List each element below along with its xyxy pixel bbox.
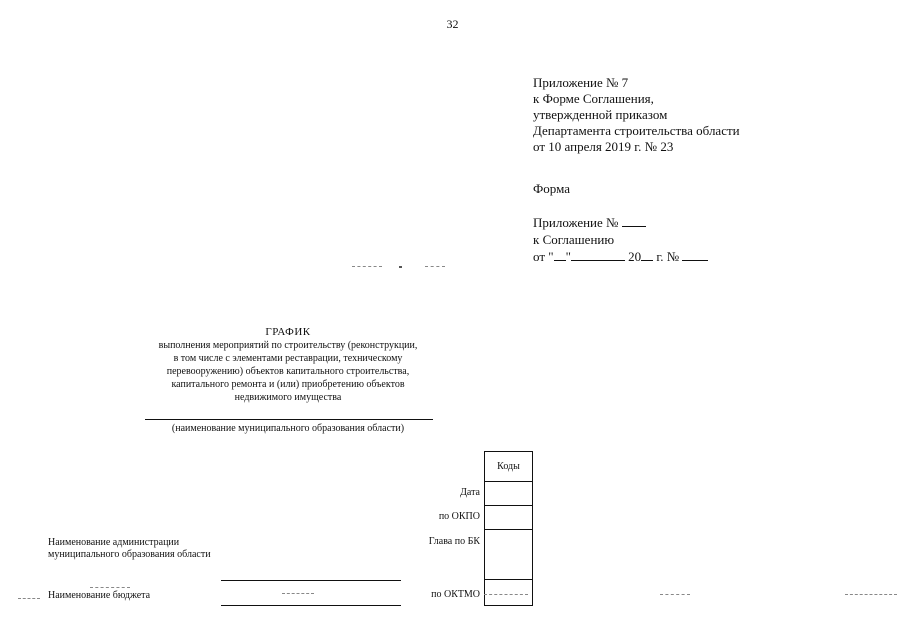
scan-artifact [90,587,130,588]
agreement-line-3 [533,248,708,265]
agreement-no-label: г. № [656,249,680,264]
title-heading: ГРАФИК [265,326,311,338]
codes-row-label: по ОКТМО [431,589,480,600]
codes-table [484,451,533,606]
agreement-line-2: к Соглашению [533,232,615,247]
appendix-line: от 10 апреля 2019 г. № 23 [533,139,674,154]
codes-header: Коды [485,452,533,482]
agreement-month-blank [571,248,625,261]
appendix-line: Департамента строительства области [533,123,740,138]
form-label: Форма [533,181,570,196]
appendix-line: Приложение № 7 [533,75,629,90]
title-line: в том числе с элементами реставрации, техническому [173,353,403,364]
page-number: 32 [446,17,459,31]
scan-artifact [18,598,40,599]
title-line: перевооружению) объектов капитального строительства, [166,366,410,377]
scan-artifact [484,594,528,595]
agreement-reference [533,214,708,265]
agreement-quote: " [565,249,571,264]
agreement-from-label: от " [533,249,554,264]
agreement-year-label: 20 [628,249,642,264]
scan-artifact [660,594,690,595]
scan-artifact [352,266,382,267]
appendix-line: утвержденной приказом [533,107,668,122]
budget-fill-line [221,605,401,606]
municipality-caption: (наименование муниципального образования области) [171,423,405,434]
codes-cell-oktmo [485,580,533,606]
agreement-line-1 [533,214,708,231]
scan-artifact [282,593,314,594]
codes-cell-date [485,482,533,506]
administration-label: Наименование администрации муниципального образования области [48,537,211,560]
title-line: недвижимого имущества [234,392,342,403]
agreement-year-blank [641,248,653,261]
codes-cell-okpo [485,506,533,530]
scan-artifact [845,594,897,595]
codes-cell-bk [485,530,533,580]
scan-artifact [425,266,445,267]
agreement-number-label: Приложение № [533,215,619,230]
codes-row-label: Дата [460,487,480,498]
budget-label: Наименование бюджета [48,590,151,601]
agreement-number-blank [622,214,646,227]
appendix-line: к Форме Соглашения, [533,91,654,106]
title-line: выполнения мероприятий по строительству (реконструкции, [158,340,418,351]
municipality-blank-line [145,419,433,420]
agreement-day-blank [554,248,566,261]
codes-row-label: по ОКПО [438,511,480,522]
codes-row-label: Глава по БК [428,536,480,547]
administration-fill-line [221,580,401,581]
document-title [128,326,448,404]
appendix-header [533,75,740,155]
agreement-no-blank [682,248,708,261]
scan-artifact [399,266,402,268]
title-line: капитального ремонта и (или) приобретению объектов [171,379,405,390]
